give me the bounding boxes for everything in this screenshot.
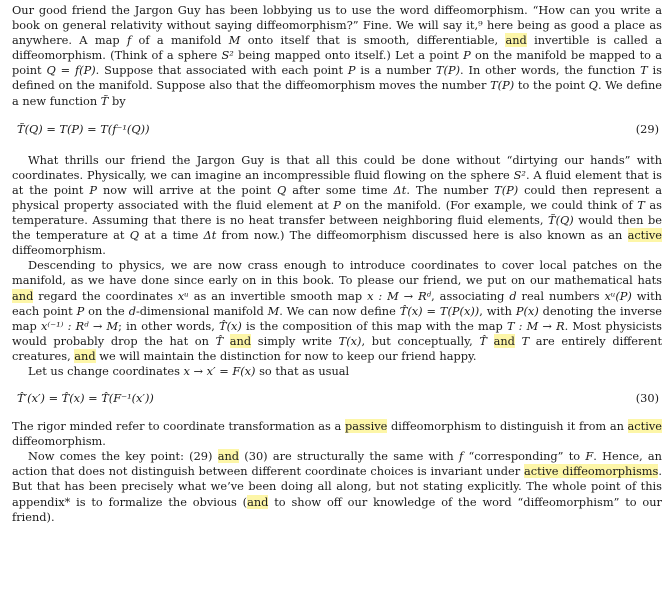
highlighted-word: and [493,333,515,348]
text-run: by [108,93,126,108]
math-symbol: P [333,197,341,212]
math-symbol: Δt [393,182,407,197]
equation-29 [12,115,662,145]
text-run: Let us change coordinates [28,363,184,378]
text-run: Descending to physics, we are now crass enough to introduce coordinates to cover local patches on the manifold, as we have done since early on in this book. To please our friend, we put on our mathematical hats [12,258,662,288]
highlighted-word: and [217,449,240,464]
math-symbol: M [267,303,280,318]
highlighted-word: passive [344,419,388,434]
text-run: is a number [355,63,436,78]
text-run: (30) are structurally the same with [239,449,459,464]
math-symbol: xᵘ(P) [604,288,632,303]
text-run [487,334,494,348]
highlighted-word: active [627,228,662,243]
text-run: . Most physicists would probably drop the hat on [12,318,662,348]
text-run: after some time [286,182,394,197]
text-run: is defined on the manifold. Suppose also that the diffeomorphism moves the number [12,63,662,93]
text-run: denoting the inverse map [12,303,662,333]
text-run: . The number [406,182,495,197]
text-run: . A fluid element that is at the point [12,167,662,197]
text-run: , with [479,303,516,318]
equation-29-number: (29) [635,122,659,137]
text-run: . But that has been precisely what we’ve been doing all along, but not stating explicitly. The whole point of this appendix* is to formalize the obvious ( [12,464,662,509]
text-run: The rigor minded refer to coordinate transformation as a [12,419,345,434]
text-run: to the point [514,78,589,93]
math-symbol: S² [513,167,526,182]
paragraph-5 [12,419,662,449]
math-symbol: Q [276,182,287,197]
math-symbol: T̂(x) = T(P(x)) [399,303,480,318]
text-run: at a time [139,228,204,243]
math-symbol: Q = f(P) [46,63,96,78]
text-run: simply write [251,333,339,348]
text-run: on the manifold be mapped to a point [12,48,663,78]
text-run: could then represent a physical property associated with the fluid element at [12,182,662,212]
math-symbol: f [459,449,464,464]
text-run: invertible is called a diffeomorphism. (Think of a sphere [12,33,662,63]
math-symbol: T [521,333,530,348]
text-run: ; in other words, [118,318,219,333]
math-symbol: T̂ [479,333,487,348]
highlighted-word: and [505,33,527,48]
math-symbol: T̂(x) [219,318,242,333]
math-symbol: T(P) [490,78,515,93]
text-run: with each point [12,288,662,318]
text-run: Our good friend the Jargon Guy has been lobbying us to use the word diffeomorphism. “How can you write a book on general relativity without saying diffeomorphism?” Fine. We will say it,⁹ here being as good a place as anywhere. A map [12,3,662,48]
math-symbol: x : M → Rᵈ [367,288,432,303]
math-symbol: T(P) [435,63,461,78]
math-symbol: T : M → R [506,318,565,333]
text-run: are entirely different creatures, [12,333,663,363]
math-symbol: f [126,33,132,48]
text-run [223,334,230,348]
math-symbol: T [640,63,648,78]
text-run: so that as usual [255,363,350,378]
math-symbol: S² [221,48,234,63]
text-run: . Hence, an action that does not distinguish between different coordinate choices is invariant under [12,449,662,479]
text-run: . Suppose that associated with each point [95,63,348,78]
text-run: now will arrive at the point [97,182,277,197]
highlighted-word: active [627,419,662,434]
text-run: . We define a new function [12,78,662,108]
text-run: . We can now define [279,303,400,318]
math-symbol: Q [588,78,598,93]
text-run: from now.) The diffeomorphism discussed here is also known as an [216,228,628,243]
text-run: of a manifold [131,33,229,48]
math-symbol: x → x′ = F(x) [183,363,256,378]
text-run: diffeomorphism. [12,243,106,258]
text-run: -dimensional manifold [135,303,268,318]
math-symbol: Q [129,228,139,243]
math-symbol: T̃(Q) [548,213,574,228]
highlighted-word: and [247,494,269,509]
text-run: is the composition of this map with the map [241,318,507,333]
equation-29-expression: T̃(Q) = T(P) = T(f⁻¹(Q)) [17,122,150,137]
math-symbol: T̃ [100,93,109,108]
paragraph-2 [12,153,662,259]
text-run: being mapped onto itself.) Let a point [233,48,464,63]
text-run [515,334,522,348]
text-run: , associating [431,288,510,303]
math-symbol: P [463,48,471,63]
math-symbol: P(x) [515,303,539,318]
math-symbol: M [228,33,241,48]
math-symbol: F [585,449,594,464]
text-run: . In other words, the function [460,63,641,78]
math-symbol: Δt [203,228,217,243]
paragraph-3 [12,258,662,364]
paragraph-6 [12,449,662,524]
text-run: diffeomorphism to distinguish it from an [387,419,628,434]
equation-30 [12,383,662,413]
math-symbol: T [637,197,645,212]
paragraph-1 [12,3,662,109]
text-run: as temperature. Assuming that there is no heat transfer between neighboring fluid elements, [12,197,662,228]
text-run: real numbers [516,288,605,303]
text-run: “corresponding” to [463,449,586,464]
math-symbol: T(x) [338,333,362,348]
text-run: would then be the temperature at [12,213,662,243]
paragraph-4 [12,364,662,379]
math-symbol: xᵘ [177,288,189,303]
text-run: on the [84,303,129,318]
math-symbol: T(P) [494,182,519,197]
text-run: on the manifold. (For example, we could think of [340,197,638,212]
math-symbol: P [89,182,97,197]
text-run: as an invertible smooth map [188,288,368,303]
equation-30-expression: T̂′(x′) = T̂(x) = T̂(F⁻¹(x′)) [17,390,154,405]
text-run: Now comes the key point: (29) [28,449,218,464]
highlighted-word: active diffeomorphisms [524,464,659,479]
math-symbol: T̂ [215,333,224,348]
math-symbol: P [76,303,85,318]
math-symbol: d [509,288,517,303]
text-run: What thrills our friend the Jargon Guy is that all this could be done without “dirtying our hands” with coordinates. Physically, we can imagine an incompressible fluid flowing on the sphere [12,152,662,182]
text-run: to show off our knowledge of the word “diffeomorphism” to our friend). [12,494,662,524]
math-symbol: P [347,63,356,78]
text-run: , but conceptually, [361,333,480,348]
math-symbol: x⁽⁻¹⁾ : Rᵈ → M [40,318,119,333]
equation-30-number: (30) [635,390,659,405]
text-run: diffeomorphism. [12,434,106,449]
text-run: we will maintain the distinction for now to keep our friend happy. [95,348,477,363]
highlighted-word: and [12,288,34,303]
highlighted-word: and [229,333,252,348]
text-run: regard the coordinates [33,288,178,303]
text-run: onto itself that is smooth, differentiable, [240,33,506,48]
math-symbol: d [128,303,136,318]
highlighted-word: and [74,348,96,363]
